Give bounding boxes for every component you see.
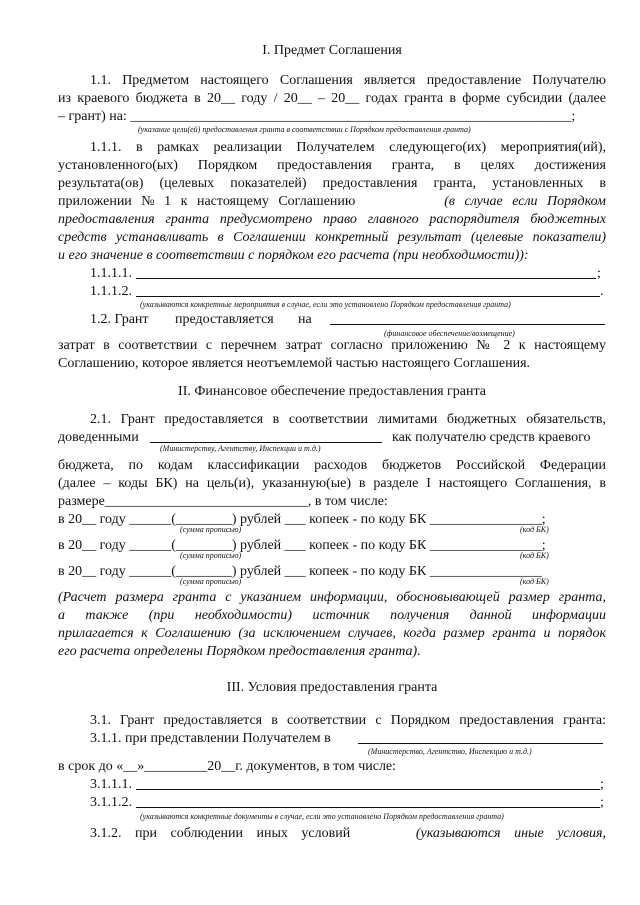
note-code-3: (код БК) <box>520 577 549 586</box>
year-row-1: в 20__ году ______(________) рублей ___ копеек - по коду БК ________________; <box>58 512 546 527</box>
paragraph-1-1-1-line-1: 1.1.1. в рамках реализации Получателем следующего(их) мероприятия(ий), <box>90 140 606 155</box>
section-2-heading: II. Финансовое обеспечение предоставления гранта <box>178 384 486 399</box>
calc-line-4: его расчета определены Порядком предоставления гранта). <box>58 644 421 659</box>
paragraph-3-1-1: 3.1.1. при представлении Получателем в <box>90 731 331 746</box>
section-1-heading: I. Предмет Соглашения <box>262 43 402 58</box>
paragraph-1-2-grant: 1.2. Грант <box>90 312 149 327</box>
note-code-2: (код БК) <box>520 551 549 560</box>
period: . <box>600 284 604 299</box>
paragraph-3-1: 3.1. Грант предоставляется в соответствии с Порядком предоставления гранта: <box>90 713 606 728</box>
note-goal: (указание цели(ей) предоставления гранта в соответствии с Порядком предоставления гранта) <box>138 125 471 134</box>
note-events: (указываются конкретные мероприятия в случае, если это установлено Порядком предоставления гранта) <box>140 300 511 309</box>
item-3-1-1-2-blank[interactable] <box>136 807 600 808</box>
semicolon: ; <box>597 266 601 281</box>
paragraph-3-1-2-italic: (указываются иные условия, <box>415 826 606 841</box>
year-row-2: в 20__ году ______(________) рублей ___ копеек - по коду БК ________________; <box>58 538 546 553</box>
paragraph-1-1-1-line-6: средств устанавливать в Соглашении конкретный результат (целевые показатели) <box>58 230 606 245</box>
note-finance: (финансовое обеспечение/возмещение) <box>384 329 515 338</box>
item-3-1-1-2-label: 3.1.1.2. <box>90 795 132 810</box>
item-3-1-1-1-label: 3.1.1.1. <box>90 777 132 792</box>
paragraph-1-1-1-line-5: предоставления гранта предусмотрено право главного распорядителя бюджетных <box>58 212 606 227</box>
semicolon: ; <box>600 777 604 792</box>
paragraph-1-2-on: на <box>298 312 312 327</box>
paragraph-2-1-brought: доведенными <box>58 430 139 445</box>
finance-type-blank[interactable] <box>330 324 605 325</box>
paragraph-1-1-line-1: 1.1. Предметом настоящего Соглашения является предоставление Получателю <box>90 73 606 88</box>
paragraph-1-2-provided: предоставляется <box>175 312 274 327</box>
calc-line-1: (Расчет размера гранта с указанием информации, обосновывающей размер гранта, <box>58 590 606 605</box>
paragraph-2-1-recipient: как получателю средств краевого <box>392 430 591 445</box>
paragraph-3-1-2-text: 3.1.2. при соблюдении иных условий <box>90 826 351 841</box>
appendix-reference: приложении № 1 к настоящему Соглашению <box>58 194 356 209</box>
paragraph-1-1-1-line-2: установленного(ых) Порядком предоставления гранта, в целях достижения <box>58 158 606 173</box>
item-1-1-1-2-label: 1.1.1.2. <box>90 284 132 299</box>
paragraph-2-1-line-3: бюджета, по кодам классификации расходов бюджетов Российской Федерации <box>58 458 606 473</box>
paragraph-1-1-1-line-4 <box>58 194 606 210</box>
year-row-3: в 20__ году ______(________) рублей ___ копеек - по коду БК ________________ <box>58 564 542 579</box>
ministry-blank[interactable] <box>150 442 382 443</box>
paragraph-1-1-1-line-3: результата(ов) (целевых показателей) предоставления гранта, установленных в <box>58 176 606 191</box>
item-3-1-1-1-blank[interactable] <box>136 789 600 790</box>
paragraph-3-1-2 <box>90 826 606 842</box>
item-1-1-1-2-blank[interactable] <box>136 296 600 297</box>
paragraph-2-1-line-4: (далее – коды БК) на цель(и), указанную(ые) в разделе I настоящего Соглашения, в <box>58 476 606 491</box>
calc-line-3: прилагается к Соглашению (за исключением случаев, когда размер гранта и порядок <box>58 626 606 641</box>
note-code-1: (код БК) <box>520 525 549 534</box>
note-ministry-2: (Министерство, Агентство, Инспекцию и т.д.) <box>368 747 532 756</box>
note-sum-2: (сумма прописью) <box>180 551 242 560</box>
paragraph-2-1-line-1: 2.1. Грант предоставляется в соответствии лимитами бюджетных обязательств, <box>90 412 606 427</box>
italic-condition-start: (в случае если Порядком <box>444 194 606 209</box>
calc-line-2: а также (при необходимости) источник получения данной информации <box>58 608 606 623</box>
note-sum-1: (сумма прописью) <box>180 525 242 534</box>
section-3-heading: III. Условия предоставления гранта <box>226 680 438 695</box>
paragraph-1-1-1-line-7: и его значение в соответствии с порядком его расчета (при необходимости)): <box>58 248 529 263</box>
paragraph-1-1-line-3: – грант) на: _______________________________________________________________; <box>58 109 576 124</box>
paragraph-2-1-line-5: размере_____________________________, в том числе: <box>58 494 388 509</box>
ministry-blank-2[interactable] <box>358 743 603 744</box>
paragraph-1-1-line-2: из краевого бюджета в 20__ году / 20__ – 20__ годах гранта в форме субсидии (далее <box>58 91 606 106</box>
note-ministry: (Министерству, Агентству, Инспекции и т.д.) <box>160 444 321 453</box>
paragraph-3-1-1-deadline: в срок до «__»_________20__г. документов, в том числе: <box>58 759 397 774</box>
item-1-1-1-1-label: 1.1.1.1. <box>90 266 132 281</box>
paragraph-1-2-line-2: затрат в соответствии с перечнем затрат согласно приложению № 2 к настоящему <box>58 338 606 353</box>
note-docs: (указываются конкретные документы в случае, если это установлено Порядком предоставления гранта) <box>140 812 504 821</box>
note-sum-3: (сумма прописью) <box>180 577 242 586</box>
item-1-1-1-1-blank[interactable] <box>136 278 596 279</box>
semicolon: ; <box>600 795 604 810</box>
paragraph-1-2-line-3: Соглашению, которое является неотъемлемой частью настоящего Соглашения. <box>58 356 531 371</box>
